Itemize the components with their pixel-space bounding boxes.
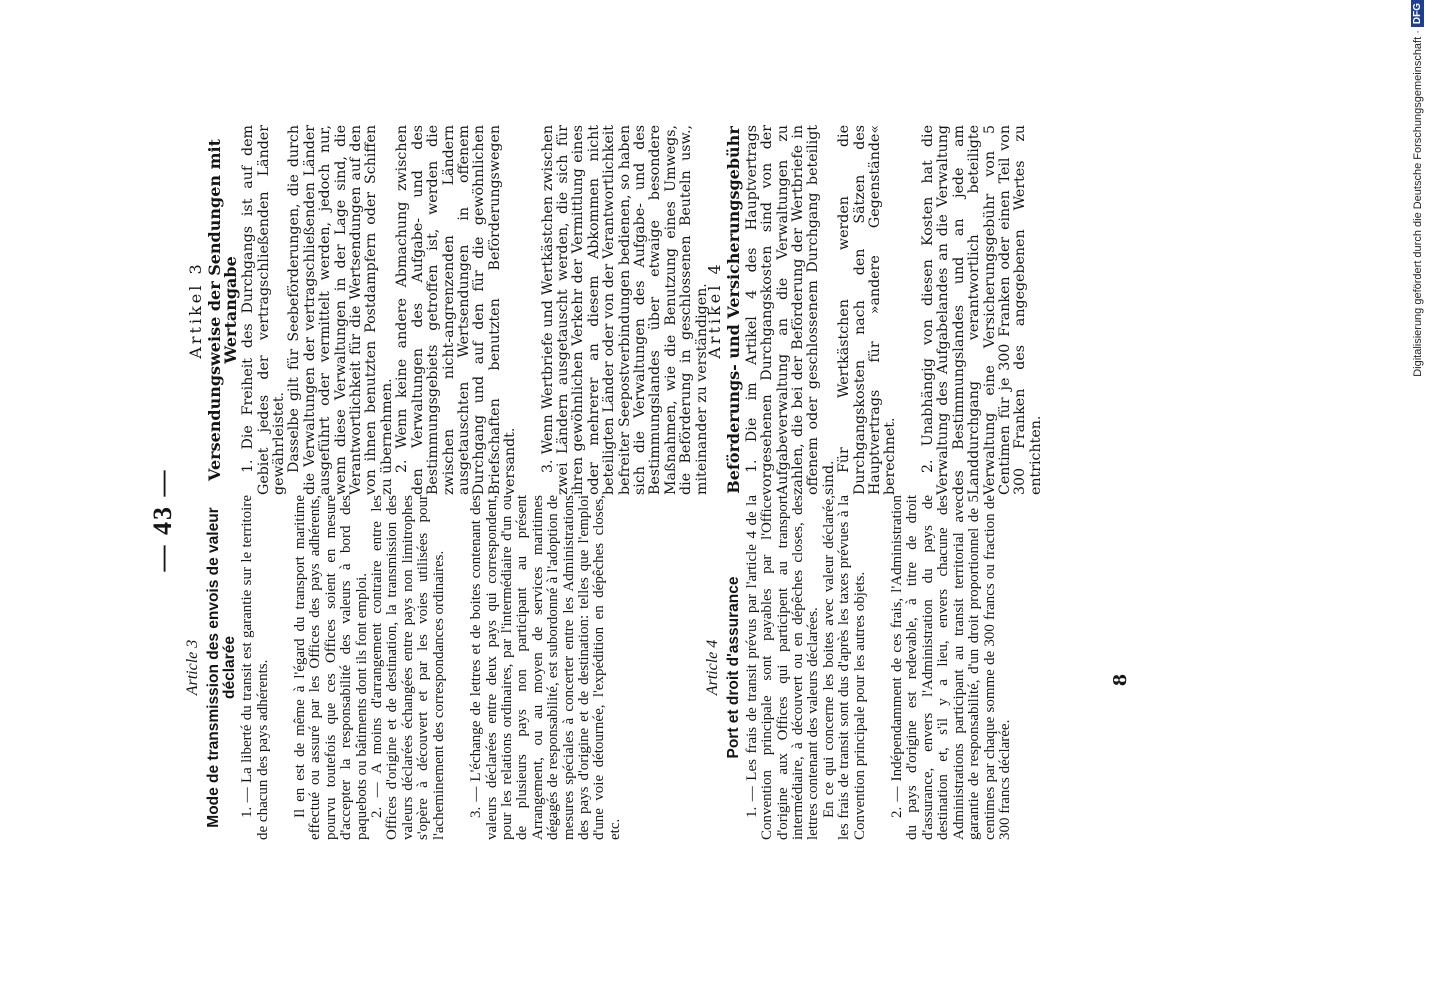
paragraph: En ce qui concerne les boites avec valeur déclarée, les frais de transit sont dus d'après les taxes prévues à la Convention principale pour les autres objets.	[820, 495, 868, 840]
dfg-logo: DFG	[1411, 0, 1424, 27]
paragraph: 3. Wenn Wertbriefe und Wertkästchen zwischen zwei Ländern ausgetauscht werden, die sich für ihren gewöhnlichen Verkehr der Vermittlung eines oder mehrerer an diesem Abkommen nicht beteiligten Länder oder von der Verantwortlichkeit befreiter Seepostverbindungen bedienen, so haben sich die Verwaltungen des Aufgabe- und des Bestimmungslandes über etwaige besondere Maßnahmen, wie die Benutzung eines Umwegs, die Beförderung in geschlossenen Beuteln usw., miteinander zu verständigen.	[539, 125, 710, 495]
paragraph: Dasselbe gilt für Seebeförderungen, die durch die Verwaltungen der vertragschließenden Länder ausgeführt oder vermittelt werden, jedoch nur, wenn diese Verwaltungen in der Lage sind, die Verantwortlichkeit für die Wertsendungen auf den von ihnen benutzten Postdampfern oder Schiffen zu übernehmen.	[286, 125, 395, 495]
paragraph: 2. Wenn keine andere Abmachung zwischen den Verwaltungen des Aufgabe- und des Bestimmungsgebiets getroffen ist, werden die zwischen nicht-angrenzenden Ländern ausgetauschten Wertsendungen in offenem Durchgang und auf den für die gewöhnlichen Briefschaften benutzten Beförderungswegen versandt.	[394, 125, 519, 495]
paragraph: 2. — Indépendamment de ces frais, l'Administration du pays d'origine est redevable, à titre de droit d'assurance, envers l'Administration du pays de destination et, s'il y a lieu, envers chacune des Administrations participant au transit territorial avec garantie de responsabilité, d'un droit proportionnel de 5 centimes par chaque somme de 300 francs ou fraction de 300 francs déclarée.	[889, 495, 1013, 840]
paragraph: Il en est de même à l'égard du transport maritime effectué ou assuré par les Offices des pays adhérents, pourvu toutefois que ces Offices soient en mesure d'accepter la responsabilité des valeurs à bord des paquebots ou bâtiments dont ils font emploi.	[292, 495, 370, 840]
german-artikel-3	[188, 125, 710, 495]
paragraph: 2. Unabhängig von diesen Kosten hat die Verwaltung des Aufgabelandes an die Verwaltung des Bestimmungslandes und an jede am Landdurchgang verantwortlich beteiligte Verwaltung eine Versicherungsgebühr von 5 Centimen für je 300 Franken oder einen Teil von 300 Franken des angegebenen Wertes zu entrichten.	[919, 125, 1044, 495]
paragraph: 1. — Les frais de transit prévus par l'article 4 de la Convention principale sont payables par l'Office d'origine aux Offices qui participent au transport intermédiaire, à découvert ou en dépêches closes, des lettres contenant des valeurs déclarées.	[743, 495, 822, 840]
paragraph: 1. — La liberté du transit est garantie sur le territoire de chacun des pays adhérents.	[239, 495, 271, 840]
paragraph: 2. — A moins d'arrangement contraire entre les Offices d'origine et de destination, la transmission des valeurs déclarées échangées entre pays non limitrophes s'opère à découvert et par les voies utilisées pour l'acheminement des correspondances ordinaires.	[369, 495, 447, 840]
article-heading: Mode de transmission des envois de valeur déclarée	[205, 507, 238, 828]
article-heading: Port et droit d'assurance	[725, 576, 743, 759]
digitization-credit	[1405, 0, 1434, 1000]
paragraph: 1. Die im Artikel 4 des Hauptvertrags vorgesehenen Durchgangskosten sind von der Aufgabeverwaltung an die Verwaltungen zu zahlen, die bei der Beförderung der Wertbriefe in offenem oder geschlossenem Durchgang beteiligt sind.	[743, 125, 837, 495]
german-artikel-4	[707, 125, 1044, 495]
paragraph: Für Wertkästchen werden die Durchgangskosten nach den Sätzen des Hauptvertrags für »andere Gegenstände« berechnet.	[836, 125, 899, 495]
paragraph: 1. Die Freiheit des Durchgangs ist auf dem Gebiet jedes der vertragschließenden Länder gewährleistet.	[240, 125, 288, 495]
paragraph: 3. — L'échange de lettres et de boites contenant des valeurs déclarées entre deux pays qui correspondent, pour les relations ordinaires, par l'intermédiaire d'un ou de plusieurs pays non participant au présent Arrangement, ou au moyen de services maritimes dégagés de responsabilité, est subordonné à l'adoption de mesures spéciales à concerter entre les Administrations des pays d'origine et de destination: telles que l'emploi d'une voie détournée, l'expédition en dépêches closes, etc.	[468, 495, 623, 840]
article-title: Article 3	[184, 639, 201, 696]
article-title: Artikel 3	[186, 261, 205, 359]
article-heading: Beförderungs- und Versicherungsgebühr	[724, 126, 744, 494]
article-title: Article 4	[704, 639, 721, 696]
article-heading: Versendungsweise der Sendungen mit Wertangabe	[205, 139, 240, 481]
signature-mark: 8	[1110, 673, 1131, 687]
credit-text: Digitalisierung gefördert durch die Deutsche Forschungsgemeinschaft ·	[1411, 30, 1424, 377]
french-article-4	[705, 495, 1013, 840]
page-number: — 43 —	[148, 468, 177, 572]
french-article-3	[185, 495, 623, 840]
article-title: Artikel 4	[705, 261, 724, 359]
